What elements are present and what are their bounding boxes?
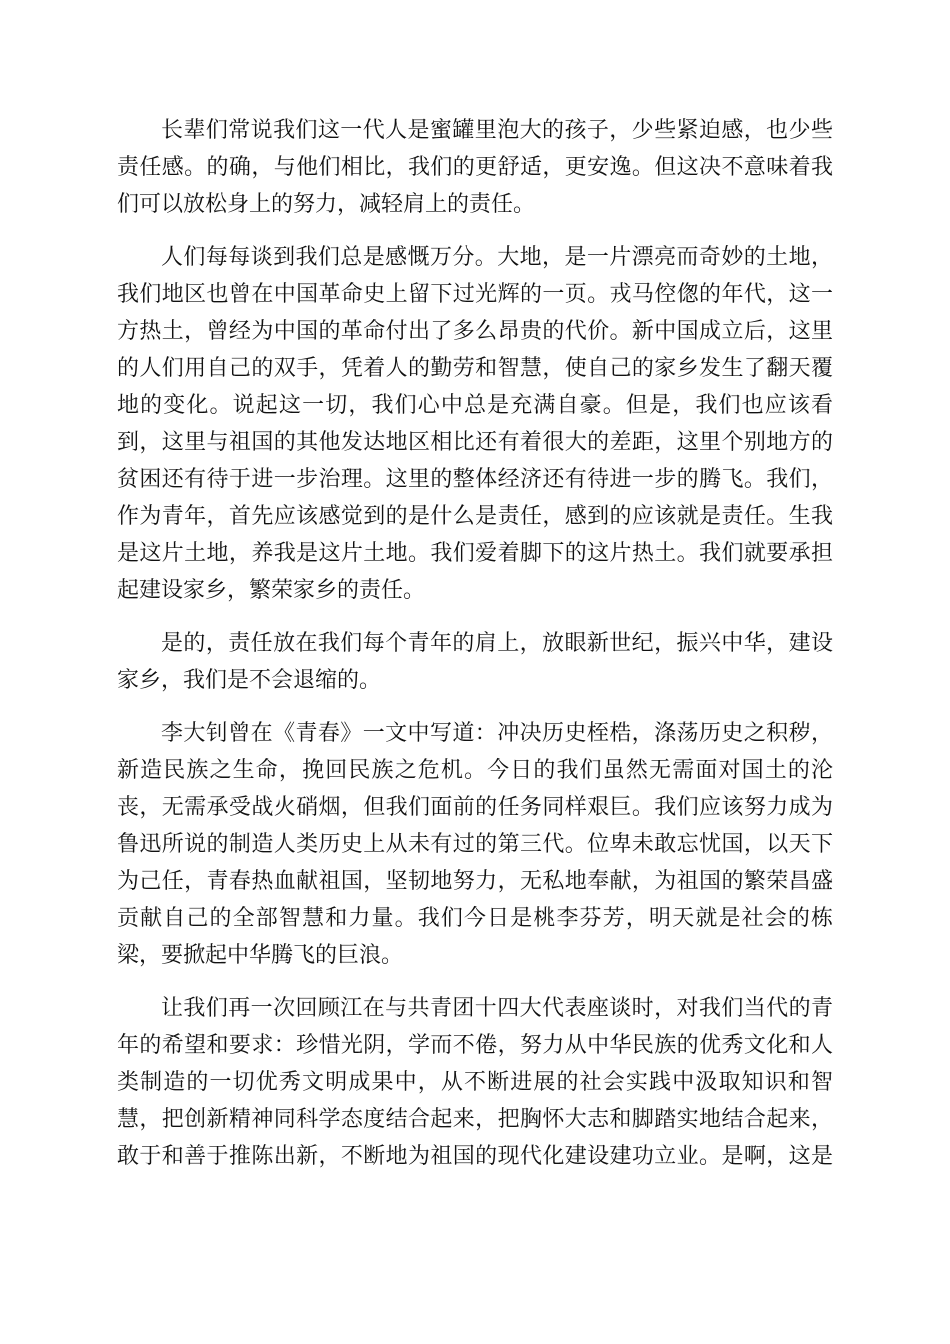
paragraph-line: 起建设家乡，繁荣家乡的责任。 xyxy=(117,578,426,603)
paragraph-5 xyxy=(117,990,833,1175)
paragraph-line: 敢于和善于推陈出新，不断地为祖国的现代化建设建功立业。是啊，这是 xyxy=(117,1144,833,1169)
paragraph-line: 责任感。的确，与他们相比，我们的更舒适，更安逸。但这决不意味着我 xyxy=(117,155,833,180)
paragraph-line: 年的希望和要求：珍惜光阴，学而不倦，努力从中华民族的优秀文化和人 xyxy=(117,1033,833,1058)
paragraph-4 xyxy=(117,715,833,974)
paragraph-line: 梁，要掀起中华腾飞的巨浪。 xyxy=(117,943,404,968)
paragraph-1 xyxy=(117,112,833,223)
paragraph-line: 们可以放松身上的努力，减轻肩上的责任。 xyxy=(117,192,536,217)
paragraph-line: 我们地区也曾在中国革命史上留下过光辉的一页。戎马倥偬的年代，这一 xyxy=(117,282,833,307)
paragraph-line: 鲁迅所说的制造人类历史上从未有过的第三代。位卑未敢忘忧国，以天下 xyxy=(117,832,833,857)
paragraph-line: 让我们再一次回顾江在与共青团十四大代表座谈时，对我们当代的青 xyxy=(161,996,833,1021)
paragraph-line: 方热土，曾经为中国的革命付出了多么昂贵的代价。新中国成立后，这里 xyxy=(117,319,833,344)
paragraph-line: 新造民族之生命，挽回民族之危机。今日的我们虽然无需面对国土的沦 xyxy=(117,758,833,783)
paragraph-2 xyxy=(117,239,833,609)
paragraph-line: 长辈们常说我们这一代人是蜜罐里泡大的孩子，少些紧迫感，也少些 xyxy=(161,118,833,143)
paragraph-3 xyxy=(117,625,833,699)
paragraph-line: 丧，无需承受战火硝烟，但我们面前的任务同样艰巨。我们应该努力成为 xyxy=(117,795,833,820)
paragraph-line: 贡献自己的全部智慧和力量。我们今日是桃李芬芳，明天就是社会的栋 xyxy=(117,906,833,931)
paragraph-line: 慧，把创新精神同科学态度结合起来，把胸怀大志和脚踏实地结合起来， xyxy=(117,1107,833,1132)
paragraph-line: 作为青年，首先应该感觉到的是什么是责任，感到的应该就是责任。生我 xyxy=(117,504,833,529)
paragraph-line: 地的变化。说起这一切，我们心中总是充满自豪。但是，我们也应该看 xyxy=(117,393,833,418)
paragraph-line: 家乡，我们是不会退缩的。 xyxy=(117,668,382,693)
paragraph-line: 李大钊曾在《青春》一文中写道：冲决历史桎梏，涤荡历史之积秽， xyxy=(161,721,833,746)
paragraph-line: 是的，责任放在我们每个青年的肩上，放眼新世纪，振兴中华，建设 xyxy=(161,631,833,656)
paragraph-line: 是这片土地，养我是这片土地。我们爱着脚下的这片热土。我们就要承担 xyxy=(117,541,833,566)
paragraph-line: 类制造的一切优秀文明成果中，从不断进展的社会实践中汲取知识和智 xyxy=(117,1070,833,1095)
paragraph-line: 人们每每谈到我们总是感慨万分。大地，是一片漂亮而奇妙的土地， xyxy=(161,245,833,270)
paragraph-line: 到，这里与祖国的其他发达地区相比还有着很大的差距，这里个别地方的 xyxy=(117,430,833,455)
paragraph-line: 贫困还有待于进一步治理。这里的整体经济还有待进一步的腾飞。我们， xyxy=(117,467,833,492)
paragraph-line: 的人们用自己的双手，凭着人的勤劳和智慧，使自己的家乡发生了翻天覆 xyxy=(117,356,833,381)
document-page xyxy=(117,112,833,1191)
paragraph-line: 为己任，青春热血献祖国，坚韧地努力，无私地奉献，为祖国的繁荣昌盛 xyxy=(117,869,833,894)
